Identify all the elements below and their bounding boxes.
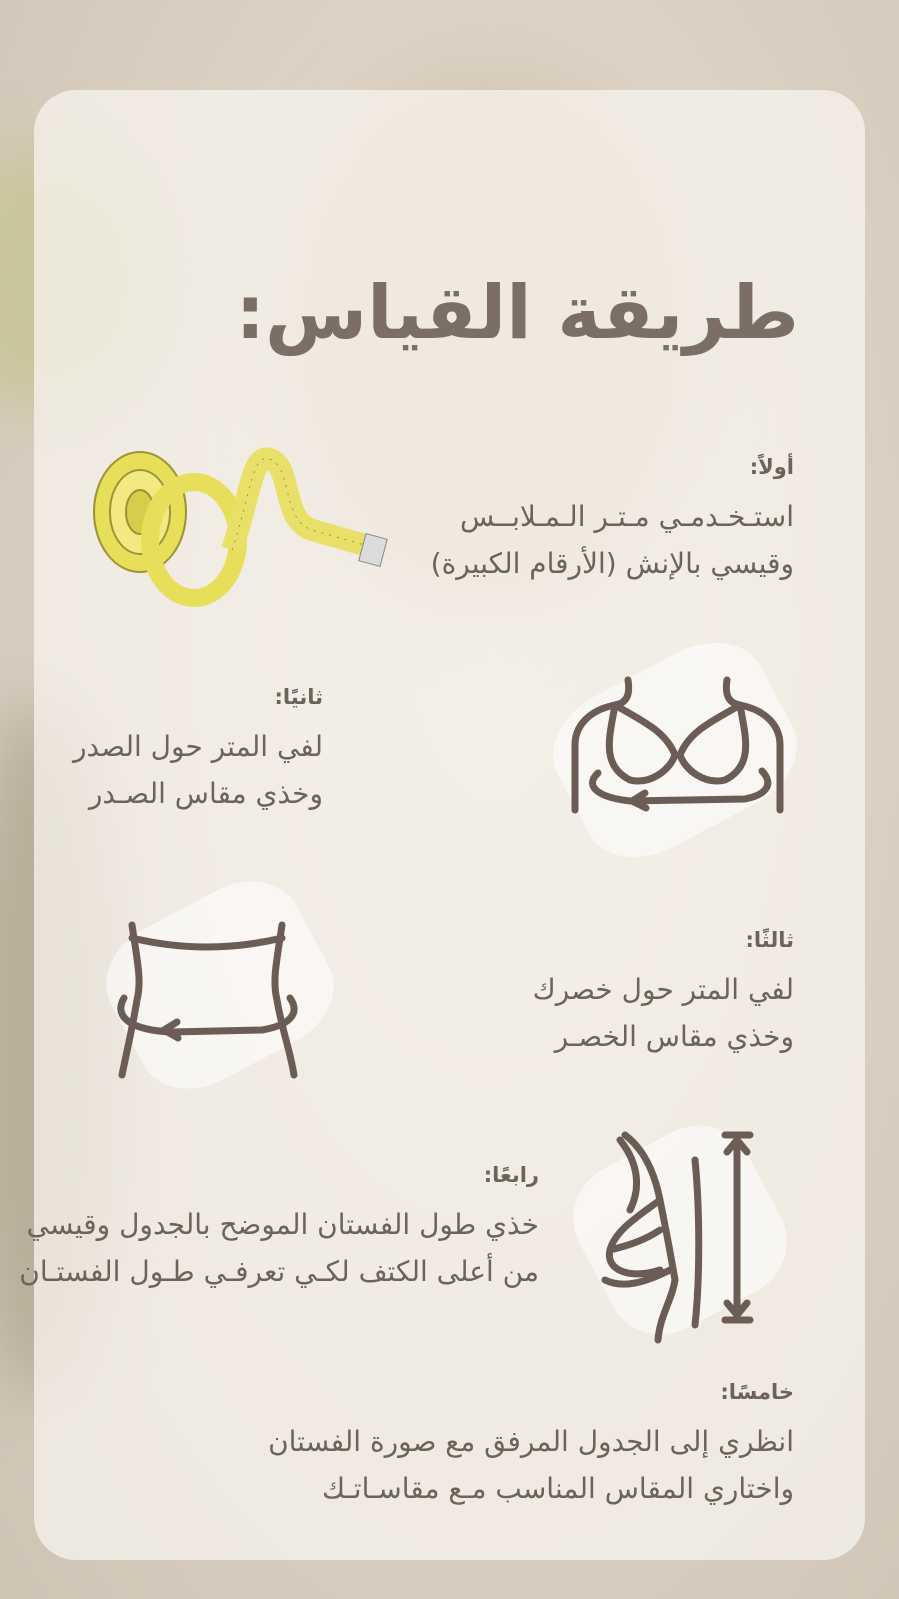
chest-measure-icon bbox=[570, 675, 785, 810]
step-5-heading: خامسًا: bbox=[720, 1380, 794, 1404]
measuring-tape-icon bbox=[82, 430, 392, 610]
step-5-line-1: انظري إلى الجدول المرفق مع صورة الفستان bbox=[268, 1425, 794, 1458]
step-3 bbox=[533, 928, 794, 1060]
step-5-line-2: واختاري المقاس المناسب مـع مقاسـاتـك bbox=[321, 1472, 794, 1505]
step-2 bbox=[73, 685, 323, 817]
step-1 bbox=[431, 455, 794, 587]
dress-length-icon bbox=[600, 1130, 770, 1345]
step-2-line-1: لفي المتر حول الصدر bbox=[72, 730, 323, 763]
step-3-heading: ثالثًا: bbox=[745, 928, 794, 952]
step-2-heading: ثانيًا: bbox=[274, 685, 323, 709]
step-1-line-1: استـخـدمـي مـتـر الـمـلابــس bbox=[459, 500, 794, 533]
step-1-line-2: وقيسي بالإنش (الأرقام الكبيرة) bbox=[430, 547, 794, 580]
step-3-line-1: لفي المتر حول خصرك bbox=[532, 973, 794, 1006]
step-3-line-2: وخذي مقاس الخصـر bbox=[554, 1020, 794, 1053]
page-title: طريقة القياس: bbox=[235, 270, 799, 356]
step-5 bbox=[268, 1380, 794, 1512]
step-4-line-2: من أعلى الكتف لكـي تعرفـي طـول الفستـان bbox=[19, 1255, 539, 1288]
step-4-line-1: خذي طول الفستان الموضح بالجدول وقيسي bbox=[26, 1208, 539, 1241]
step-4 bbox=[19, 1163, 539, 1295]
step-1-heading: أولاً: bbox=[749, 455, 794, 479]
step-4-heading: رابعًا: bbox=[483, 1163, 539, 1187]
step-2-line-2: وخذي مقاس الصـدر bbox=[88, 777, 323, 810]
waist-measure-icon bbox=[112, 920, 307, 1080]
